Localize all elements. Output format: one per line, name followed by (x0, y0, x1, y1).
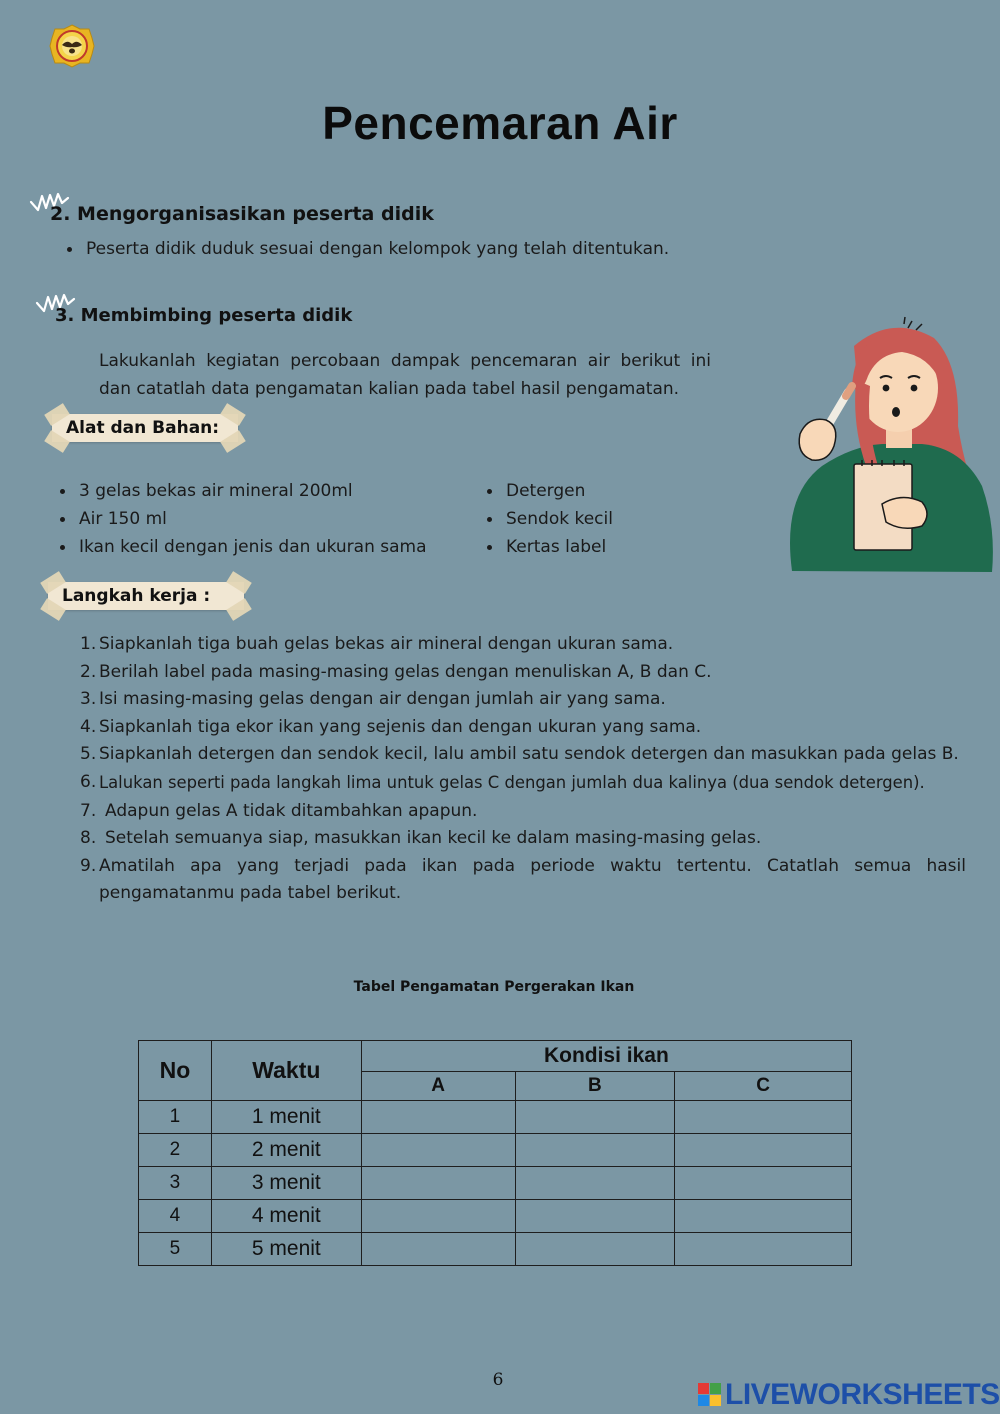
header-waktu: Waktu (211, 1041, 361, 1101)
list-item: Kertas label (484, 533, 613, 561)
row-waktu: 3 menit (211, 1167, 361, 1200)
table-row (139, 1167, 852, 1200)
step-item: 7. Adapun gelas A tidak ditambahkan apapun. (80, 800, 478, 821)
list-item: Ikan kecil dengan jenis dan ukuran sama (57, 533, 427, 561)
row-no: 3 (139, 1167, 212, 1200)
page-title: Pencemaran Air (322, 97, 678, 149)
student-illustration (782, 316, 998, 578)
table-row (139, 1233, 852, 1266)
table-row (139, 1101, 852, 1134)
row-no: 2 (139, 1134, 212, 1167)
row-no: 5 (139, 1233, 212, 1266)
header-no: No (139, 1041, 212, 1101)
row-no: 1 (139, 1101, 212, 1134)
list-item: Sendok kecil (484, 505, 613, 533)
intro-line: dan catatlah data pengamatan kalian pada tabel hasil pengamatan. (99, 379, 680, 399)
step-item: 6. Lalukan seperti pada langkah lima untuk gelas C dengan jumlah dua kalinya (dua sendok detergen). (80, 771, 925, 792)
liveworksheets-icon (698, 1383, 722, 1407)
step-item: 9. Amatilah apa yang terjadi pada ikan pada periode waktu tertentu. Catatlah semua hasil pengamatanmu pada tabel berikut. (80, 855, 966, 904)
intro-line: Lakukanlah kegiatan percobaan dampak pencemaran air berikut ini (99, 351, 711, 371)
row-no: 4 (139, 1200, 212, 1233)
answer-cell-a[interactable] (361, 1167, 515, 1200)
university-logo (49, 24, 95, 68)
step-item: 8. Setelah semuanya siap, masukkan ikan kecil ke dalam masing-masing gelas. (80, 828, 762, 849)
answer-cell-b[interactable] (515, 1200, 675, 1233)
table-row (139, 1200, 852, 1233)
section-2-heading: 2. Mengorganisasikan peserta didik (50, 203, 434, 225)
answer-cell-c[interactable] (675, 1101, 852, 1134)
answer-cell-b[interactable] (515, 1167, 675, 1200)
materials-label (46, 410, 244, 446)
answer-cell-c[interactable] (675, 1233, 852, 1266)
list-item: Detergen (484, 477, 613, 505)
intro-paragraph (99, 347, 711, 403)
liveworksheets-text: LIVEWORKSHEETS (725, 1378, 1000, 1411)
answer-cell-a[interactable] (361, 1101, 515, 1134)
answer-cell-c[interactable] (675, 1167, 852, 1200)
step-item: 3. Isi masing-masing gelas dengan air dengan jumlah air yang sama. (80, 689, 666, 710)
list-item: Peserta didik duduk sesuai dengan kelompok yang telah ditentukan. (64, 235, 669, 263)
answer-cell-b[interactable] (515, 1233, 675, 1266)
observation-table (138, 1040, 852, 1266)
row-waktu: 4 menit (211, 1200, 361, 1233)
list-item: Air 150 ml (57, 505, 427, 533)
header-col-a: A (361, 1072, 515, 1101)
section-3-heading: 3. Membimbing peserta didik (55, 305, 353, 326)
row-waktu: 2 menit (211, 1134, 361, 1167)
steps-label-text: Langkah kerja : (62, 586, 211, 606)
step-item: 4. Siapkanlah tiga ekor ikan yang sejenis dan dengan ukuran yang sama. (80, 716, 702, 737)
answer-cell-c[interactable] (675, 1200, 852, 1233)
steps-label (42, 578, 250, 614)
answer-cell-a[interactable] (361, 1233, 515, 1266)
row-waktu: 5 menit (211, 1233, 361, 1266)
materials-label-text: Alat dan Bahan: (66, 418, 220, 438)
table-row (139, 1134, 852, 1167)
page-number: 6 (492, 1370, 504, 1390)
header-col-c: C (675, 1072, 852, 1101)
table-caption: Tabel Pengamatan Pergerakan Ikan (353, 979, 635, 995)
list-item: 3 gelas bekas air mineral 200ml (57, 477, 427, 505)
answer-cell-b[interactable] (515, 1101, 675, 1134)
row-waktu: 1 menit (211, 1101, 361, 1134)
step-item: 1. Siapkanlah tiga buah gelas bekas air mineral dengan ukuran sama. (80, 634, 674, 654)
header-kondisi: Kondisi ikan (361, 1041, 851, 1072)
answer-cell-a[interactable] (361, 1134, 515, 1167)
answer-cell-b[interactable] (515, 1134, 675, 1167)
step-item: 2. Berilah label pada masing-masing gelas dengan menuliskan A, B dan C. (80, 661, 712, 682)
step-item: 5. Siapkanlah detergen dan sendok kecil, lalu ambil satu sendok detergen dan masukkan pada gelas B. (80, 744, 959, 765)
section-2-list (64, 235, 669, 263)
header-col-b: B (515, 1072, 675, 1101)
answer-cell-a[interactable] (361, 1200, 515, 1233)
steps-list (80, 631, 966, 908)
answer-cell-c[interactable] (675, 1134, 852, 1167)
materials-list-right (484, 477, 613, 561)
materials-list-left (57, 477, 427, 561)
